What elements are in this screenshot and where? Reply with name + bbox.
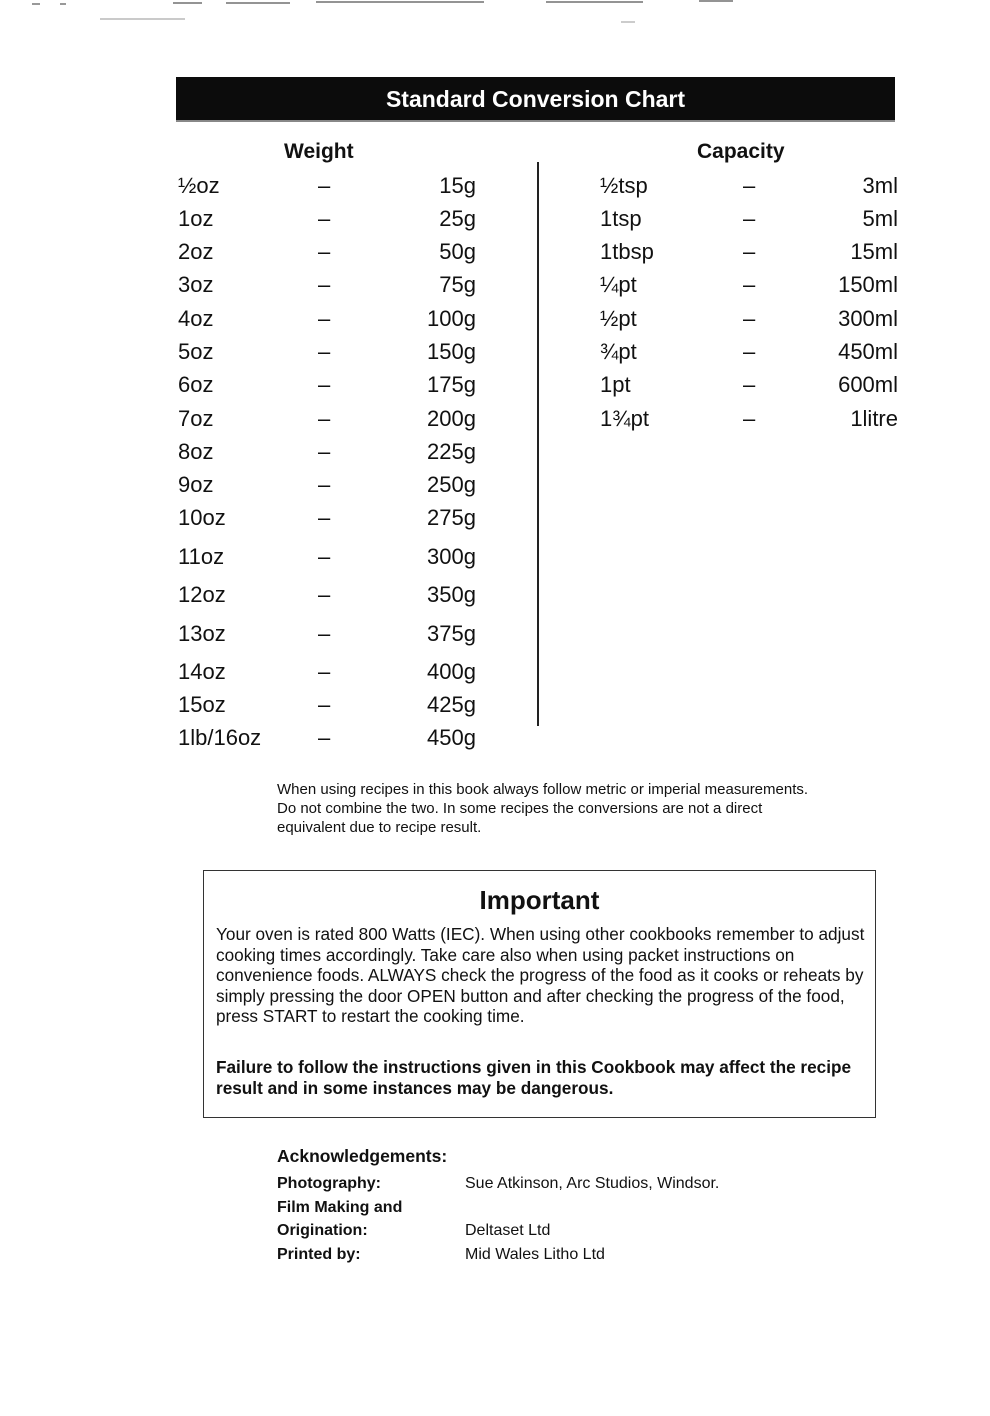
weight-row (176, 304, 476, 334)
photography-value: Sue Atkinson, Arc Studios, Windsor. (465, 1175, 720, 1192)
weight-dash: – (318, 173, 331, 198)
weight-dash: – (318, 505, 331, 530)
measurement-note: When using recipes in this book always follow metric or imperial measurements. Do not combine the two. In some recipes the conversions are not a direct equivalent due to recipe result. (277, 781, 809, 836)
capacity-row (598, 404, 898, 434)
capacity-dash: – (743, 206, 756, 231)
weight-metric: 15g (439, 173, 476, 198)
weight-dash: – (318, 239, 331, 264)
capacity-dash: – (743, 339, 756, 364)
weight-metric: 200g (427, 406, 476, 431)
weight-dash: – (318, 659, 331, 684)
capacity-metric: 3ml (862, 173, 898, 198)
capacity-dash: – (743, 306, 756, 331)
weight-imperial: 13oz (178, 621, 226, 646)
weight-imperial: ½oz (178, 173, 220, 198)
capacity-dash: – (743, 173, 756, 198)
weight-row (176, 171, 476, 201)
weight-dash: – (318, 544, 331, 569)
capacity-metric: 1litre (850, 406, 898, 431)
weight-dash: – (318, 272, 331, 297)
capacity-metric: 150ml (838, 272, 898, 297)
capacity-imperial: 1tsp (600, 206, 642, 231)
important-title: Important (479, 885, 600, 915)
weight-imperial: 5oz (178, 339, 214, 364)
capacity-heading: Capacity (697, 140, 785, 163)
important-box (203, 870, 876, 1118)
weight-dash: – (318, 372, 331, 397)
weight-dash: – (318, 306, 331, 331)
capacity-imperial: ½tsp (600, 173, 648, 198)
weight-row (176, 237, 476, 267)
capacity-imperial: 1pt (600, 372, 631, 397)
capacity-metric: 15ml (850, 239, 898, 264)
printed-by-label: Printed by: (277, 1246, 361, 1263)
weight-imperial: 12oz (178, 582, 226, 607)
weight-dash: – (318, 206, 331, 231)
capacity-row (598, 237, 898, 267)
weight-heading: Weight (284, 140, 354, 163)
capacity-imperial: 1tbsp (600, 239, 654, 264)
weight-dash: – (318, 725, 331, 750)
capacity-row (598, 337, 898, 367)
capacity-row (598, 270, 898, 300)
weight-row (176, 619, 476, 649)
weight-imperial: 1oz (178, 206, 214, 231)
weight-dash: – (318, 339, 331, 364)
important-warning: Failure to follow the instructions given in this Cookbook may affect the recipe result and in some instances may be dangerous. (216, 1057, 852, 1098)
weight-imperial: 3oz (178, 272, 214, 297)
important-body: Your oven is rated 800 Watts (IEC). When using other cookbooks remember to adjust cooking times accordingly. Take care also when using packet instructions on convenience foods. ALWAYS check the progress of the food as it cooks or reheats by simply pressing the door OPEN button and after checking the progress of the food, press START to restart the cooking time. (216, 924, 865, 1027)
weight-imperial: 14oz (178, 659, 226, 684)
capacity-metric: 450ml (838, 339, 898, 364)
column-divider (537, 162, 539, 726)
printed-by-value: Mid Wales Litho Ltd (465, 1246, 605, 1263)
capacity-row (598, 304, 898, 334)
capacity-imperial: 1¾pt (600, 406, 649, 431)
capacity-metric: 300ml (838, 306, 898, 331)
weight-row (176, 437, 476, 467)
weight-row (176, 404, 476, 434)
capacity-imperial: ¾pt (600, 339, 637, 364)
weight-metric: 300g (427, 544, 476, 569)
weight-metric: 150g (427, 339, 476, 364)
weight-metric: 350g (427, 582, 476, 607)
photography-label: Photography: (277, 1175, 381, 1192)
weight-row (176, 370, 476, 400)
scan-artifact-marks (0, 0, 990, 30)
weight-imperial: 10oz (178, 505, 226, 530)
weight-metric: 75g (439, 272, 476, 297)
weight-dash: – (318, 582, 331, 607)
capacity-row (598, 204, 898, 234)
weight-metric: 425g (427, 692, 476, 717)
weight-dash: – (318, 406, 331, 431)
capacity-imperial: ¼pt (600, 272, 637, 297)
film-making-label: Film Making and (277, 1199, 403, 1216)
weight-metric: 225g (427, 439, 476, 464)
weight-row (176, 542, 476, 572)
origination-label: Origination: (277, 1222, 368, 1239)
weight-imperial: 11oz (178, 544, 225, 569)
weight-dash: – (318, 621, 331, 646)
weight-metric: 400g (427, 659, 476, 684)
acknowledgements-heading: Acknowledgements: (277, 1146, 448, 1166)
capacity-imperial: ½pt (600, 306, 637, 331)
capacity-dash: – (743, 272, 756, 297)
weight-metric: 175g (427, 372, 476, 397)
weight-imperial: 1lb/16oz (178, 725, 262, 750)
weight-dash: – (318, 692, 331, 717)
capacity-dash: – (743, 372, 756, 397)
weight-dash: – (318, 439, 331, 464)
weight-row (176, 690, 476, 720)
origination-value: Deltaset Ltd (465, 1222, 551, 1239)
weight-row (176, 503, 476, 533)
weight-imperial: 2oz (178, 239, 214, 264)
weight-metric: 50g (439, 239, 476, 264)
weight-metric: 25g (439, 206, 476, 231)
weight-imperial: 9oz (178, 472, 214, 497)
capacity-row (598, 370, 898, 400)
weight-row (176, 270, 476, 300)
capacity-dash: – (743, 239, 756, 264)
weight-metric: 250g (427, 472, 476, 497)
weight-row (176, 657, 476, 687)
capacity-row (598, 171, 898, 201)
weight-imperial: 4oz (178, 306, 214, 331)
capacity-metric: 5ml (862, 206, 898, 231)
weight-imperial: 8oz (178, 439, 214, 464)
weight-row (176, 470, 476, 500)
weight-row (176, 337, 476, 367)
weight-metric: 450g (427, 725, 476, 750)
capacity-dash: – (743, 406, 756, 431)
chart-title: Standard Conversion Chart (176, 77, 895, 122)
weight-row (176, 204, 476, 234)
weight-imperial: 7oz (178, 406, 214, 431)
capacity-metric: 600ml (838, 372, 898, 397)
weight-dash: – (318, 472, 331, 497)
weight-row (176, 580, 476, 610)
weight-metric: 375g (427, 621, 476, 646)
weight-imperial: 15oz (178, 692, 226, 717)
weight-metric: 100g (427, 306, 476, 331)
weight-row (176, 723, 476, 753)
weight-imperial: 6oz (178, 372, 214, 397)
weight-metric: 275g (427, 505, 476, 530)
